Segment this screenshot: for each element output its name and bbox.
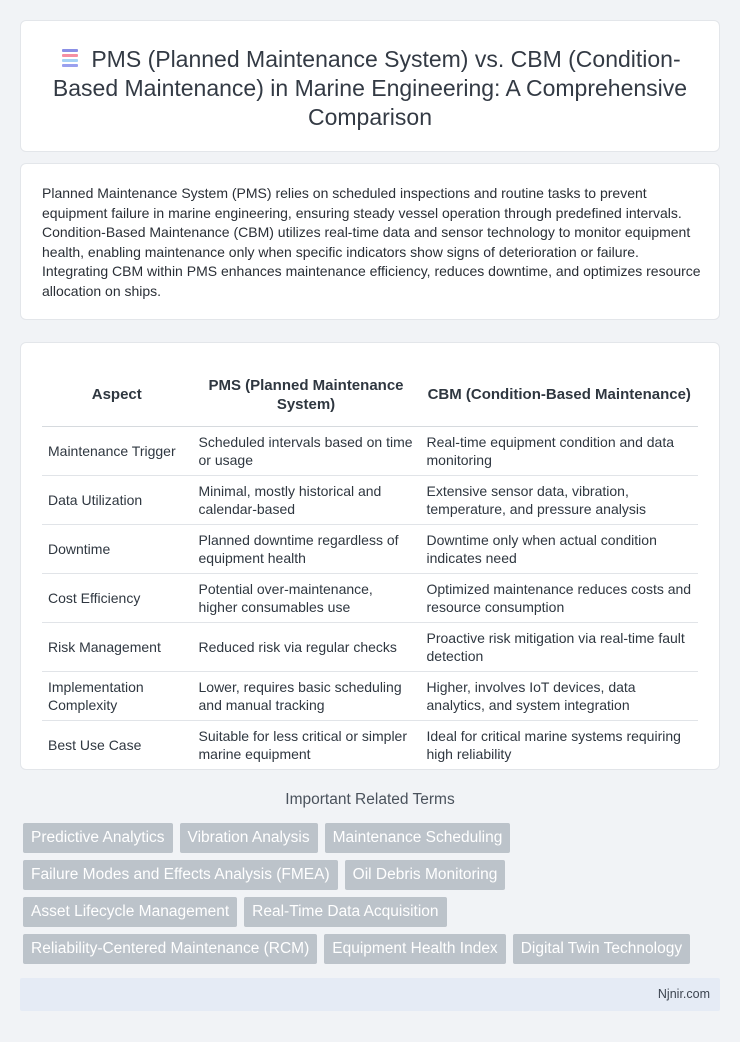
footer: [20, 978, 720, 1011]
related-term-tag[interactable]: Digital Twin Technology: [513, 934, 690, 964]
row-aspect: Best Use Case: [42, 720, 192, 769]
row-pms: Scheduled intervals based on time or usage: [192, 426, 420, 475]
row-cbm: Ideal for critical marine systems requiring high reliability: [420, 720, 698, 769]
table-row: [42, 426, 698, 475]
row-pms: Lower, requires basic scheduling and manual tracking: [192, 671, 420, 720]
related-term-tag[interactable]: Reliability-Centered Maintenance (RCM): [23, 934, 317, 964]
related-term-tag[interactable]: Predictive Analytics: [23, 823, 173, 853]
row-pms: Reduced risk via regular checks: [192, 622, 420, 671]
table-row: [42, 622, 698, 671]
table-row: [42, 671, 698, 720]
row-aspect: Cost Efficiency: [42, 573, 192, 622]
page-title-text: PMS (Planned Maintenance System) vs. CBM (Condition-Based Maintenance) in Marine Engineering: A Comprehensive Comparison: [52, 46, 688, 130]
comparison-table-card: [20, 342, 720, 770]
row-cbm: Real-time equipment condition and data monitoring: [420, 426, 698, 475]
related-terms-list: [23, 823, 713, 971]
row-cbm: Downtime only when actual condition indicates need: [420, 524, 698, 573]
related-term-tag[interactable]: Asset Lifecycle Management: [23, 897, 237, 927]
summary-text: Planned Maintenance System (PMS) relies on scheduled inspections and routine tasks to prevent equipment failure in marine engineering, ensuring steady vessel operation through predefined intervals. Condition-Based Maintenance (CBM) utilizes real-time data and sensor technology to monitor equipment health, enabling maintenance only when specific indicators show signs of deterioration or failure. Integrating CBM within PMS enhances maintenance efficiency, reduces downtime, and optimizes resource allocation on ships.: [42, 185, 701, 299]
table-row: [42, 573, 698, 622]
row-pms: Suitable for less critical or simpler marine equipment: [192, 720, 420, 769]
row-cbm: Higher, involves IoT devices, data analytics, and system integration: [420, 671, 698, 720]
related-term-tag[interactable]: Maintenance Scheduling: [325, 823, 511, 853]
footer-site-link[interactable]: Njnir.com: [657, 987, 710, 1001]
related-term-tag[interactable]: Vibration Analysis: [180, 823, 318, 853]
comparison-table: [42, 364, 698, 770]
related-term-tag[interactable]: Real-Time Data Acquisition: [244, 897, 446, 927]
table-header-row: [42, 364, 698, 426]
title-card: [20, 20, 720, 152]
document-list-icon: [59, 47, 81, 69]
summary-card: [20, 163, 720, 320]
header-pms: PMS (Planned Maintenance System): [192, 364, 420, 426]
header-aspect: Aspect: [42, 364, 192, 426]
row-aspect: Downtime: [42, 524, 192, 573]
row-aspect: Data Utilization: [42, 475, 192, 524]
row-cbm: Extensive sensor data, vibration, temperature, and pressure analysis: [420, 475, 698, 524]
header-cbm: CBM (Condition-Based Maintenance): [420, 364, 698, 426]
row-pms: Minimal, mostly historical and calendar-based: [192, 475, 420, 524]
row-cbm: Proactive risk mitigation via real-time fault detection: [420, 622, 698, 671]
row-aspect: Implementation Complexity: [42, 671, 192, 720]
table-row: [42, 475, 698, 524]
page-title: [21, 45, 719, 132]
related-term-tag[interactable]: Equipment Health Index: [324, 934, 505, 964]
related-term-tag[interactable]: Oil Debris Monitoring: [345, 860, 506, 890]
related-terms-heading: Important Related Terms: [285, 791, 455, 808]
row-aspect: Risk Management: [42, 622, 192, 671]
row-pms: Planned downtime regardless of equipment health: [192, 524, 420, 573]
row-pms: Potential over-maintenance, higher consumables use: [192, 573, 420, 622]
row-cbm: Optimized maintenance reduces costs and resource consumption: [420, 573, 698, 622]
related-term-tag[interactable]: Failure Modes and Effects Analysis (FMEA): [23, 860, 338, 890]
table-row: [42, 720, 698, 769]
row-aspect: Maintenance Trigger: [42, 426, 192, 475]
table-row: [42, 524, 698, 573]
